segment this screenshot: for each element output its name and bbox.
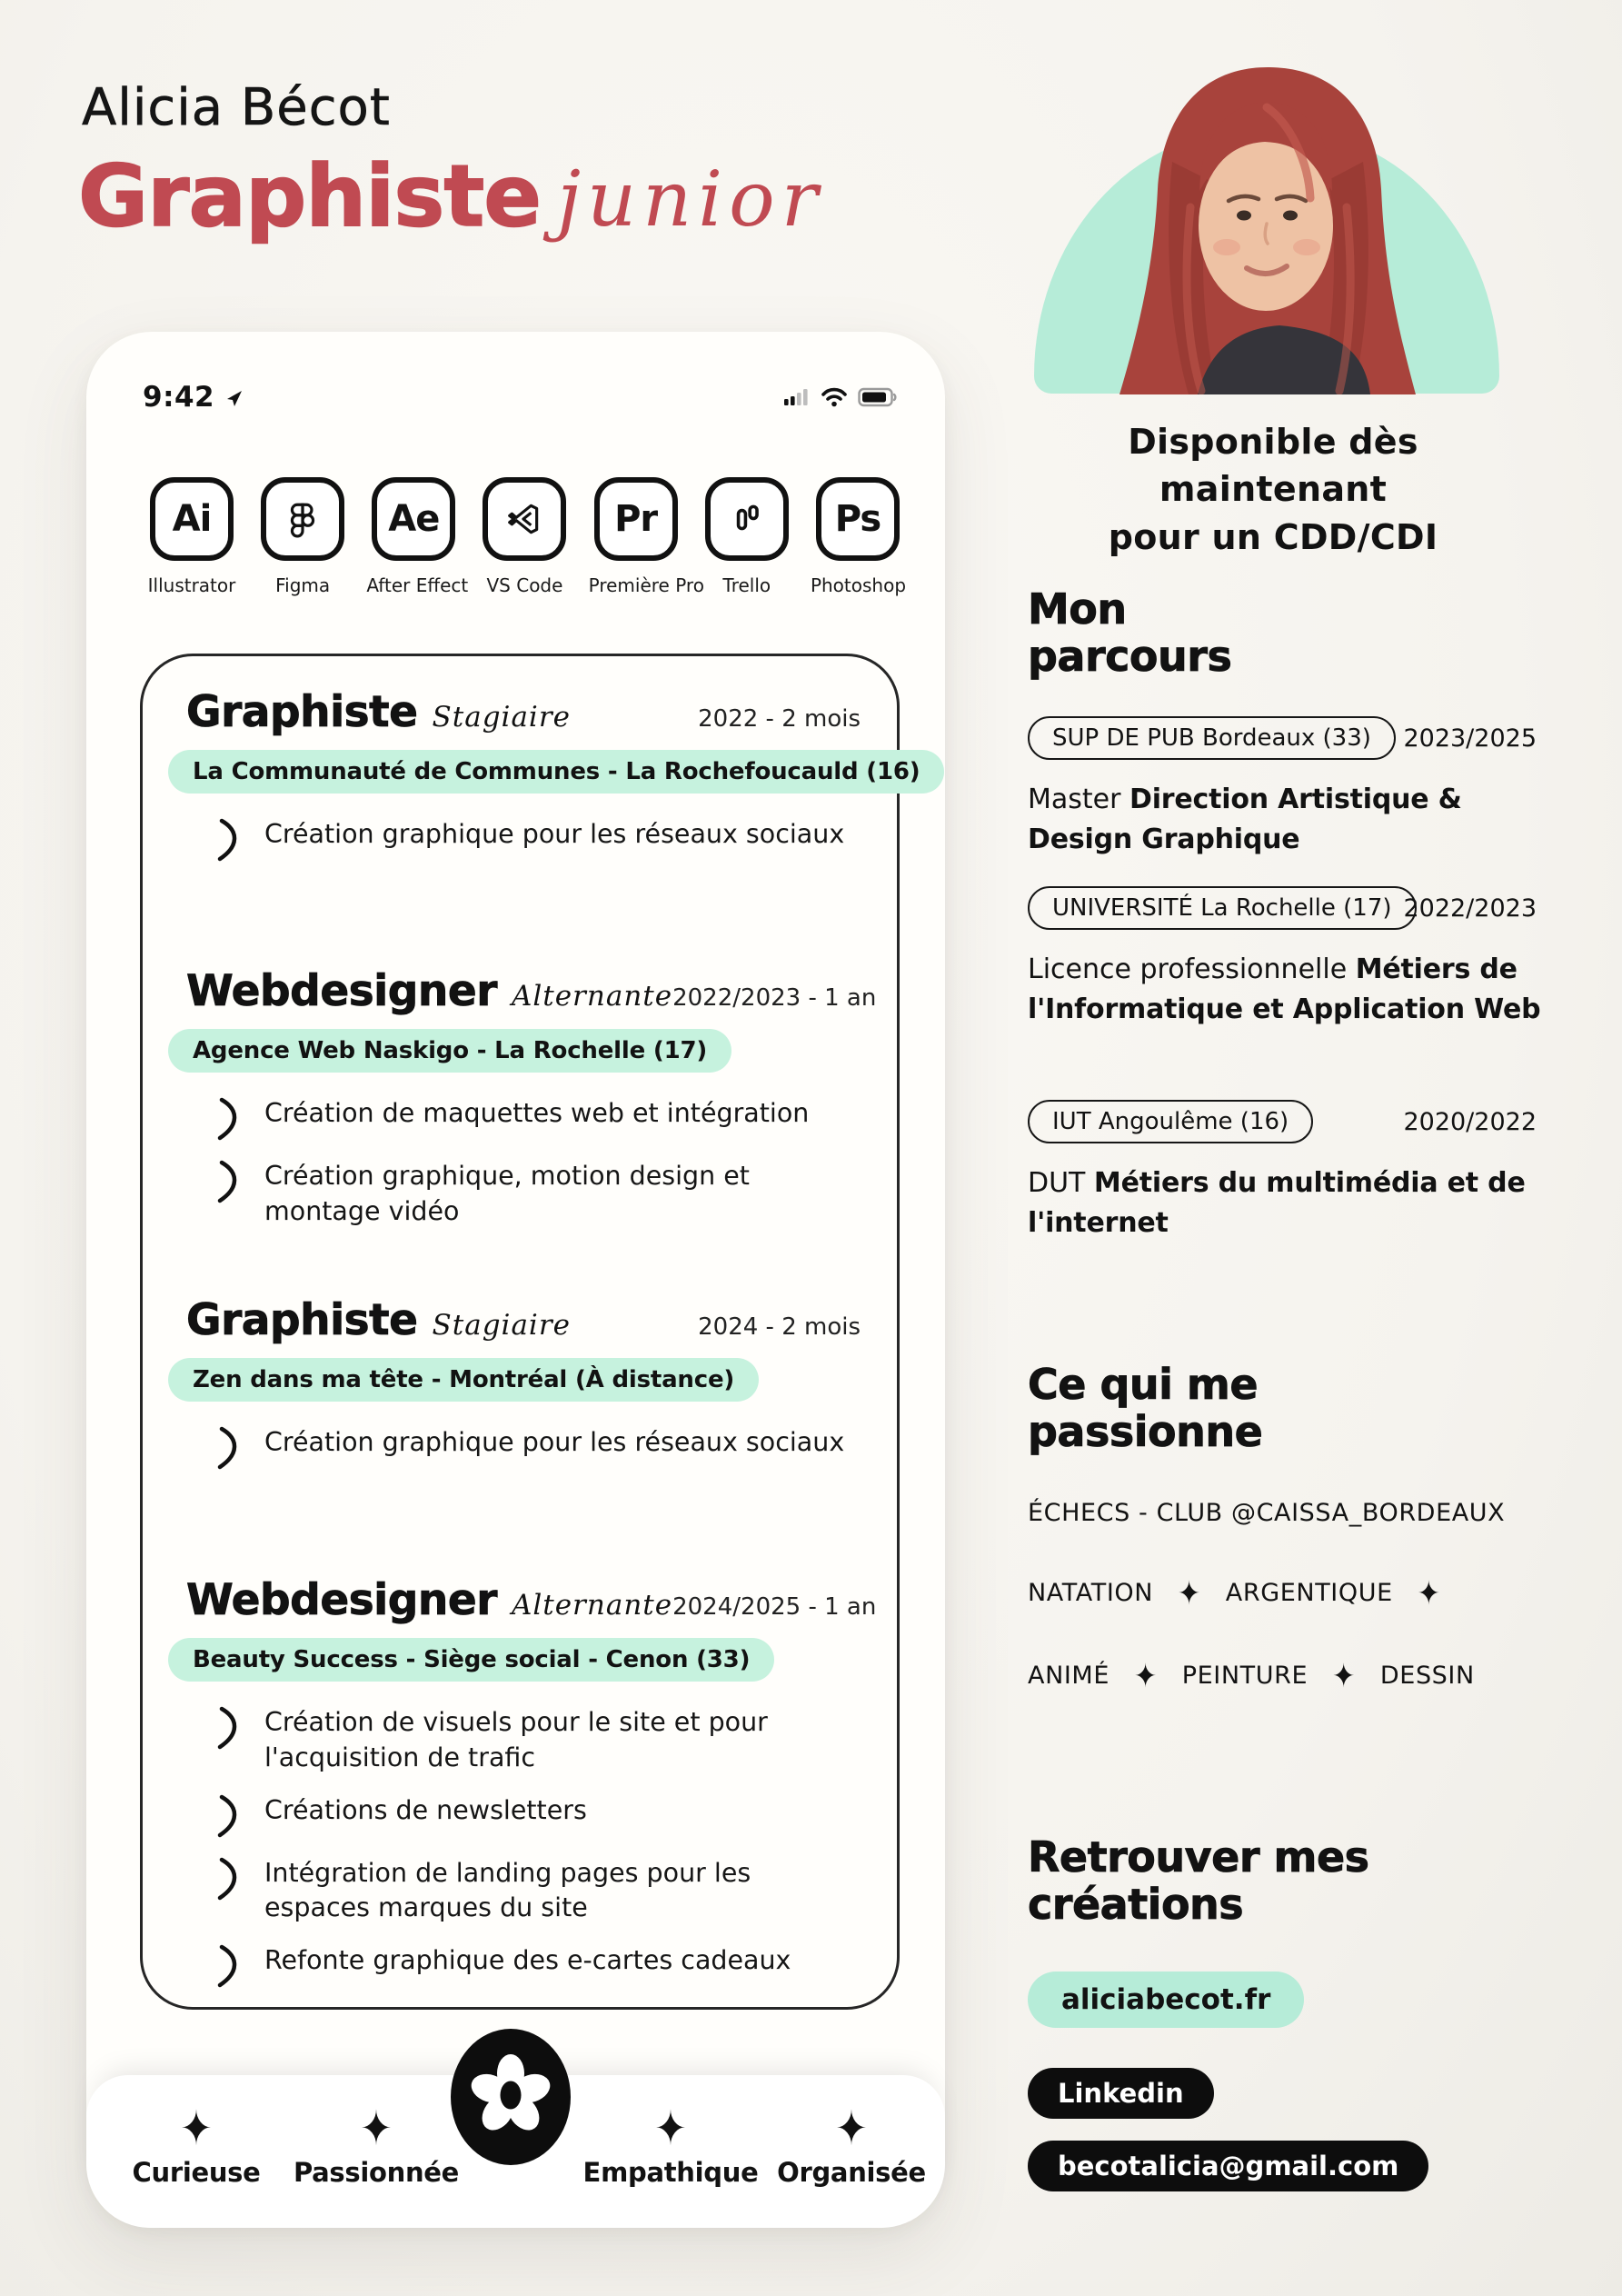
app-photoshop[interactable] xyxy=(811,477,905,596)
sparkle-icon: ✦ xyxy=(1417,1574,1441,1613)
app-label: Illustrator xyxy=(147,574,236,596)
task-item: Création graphique, motion design et montage vidéo xyxy=(215,1159,846,1230)
app-label: Photoshop xyxy=(810,574,907,596)
task-item: Refonte graphique des e-cartes cadeaux xyxy=(215,1943,846,1989)
person-name: Alicia Bécot xyxy=(82,78,391,137)
app-trello[interactable] xyxy=(700,477,794,596)
passions-heading: Ce qui me passionne xyxy=(1028,1360,1263,1456)
trait-curieuse: ✦ Curieuse xyxy=(132,2100,261,2188)
arrow-bullet-icon xyxy=(215,1096,244,1142)
arrow-bullet-icon xyxy=(215,1705,244,1751)
company-badge: Beauty Success - Siège social - Cenon (33) xyxy=(168,1638,774,1682)
experience-type: Stagiaire xyxy=(432,701,572,734)
status-icons xyxy=(783,387,898,407)
degree-text: Licence professionnelle Métiers de l'Informatique et Application Web xyxy=(1028,953,1541,1025)
app-label: Première Pro xyxy=(588,574,704,596)
section-parcours xyxy=(1028,586,1537,680)
experience-title: Graphiste xyxy=(186,1295,418,1345)
experience-card xyxy=(140,654,920,2010)
experience-3 xyxy=(143,1295,897,1488)
experience-2 xyxy=(143,966,897,1247)
school-pill: IUT Angoulême (16) xyxy=(1028,1100,1313,1143)
status-bar xyxy=(143,379,898,415)
flower-button[interactable] xyxy=(450,2028,572,2166)
apps-row xyxy=(144,477,905,596)
company-badge: La Communauté de Communes - La Rochefoucauld (16) xyxy=(168,750,944,794)
status-time: 9:42 xyxy=(143,381,215,414)
education-item-1 xyxy=(1028,716,1537,860)
company-badge: Zen dans ma tête - Montréal (À distance) xyxy=(168,1358,759,1402)
company-badge: Agence Web Naskigo - La Rochelle (17) xyxy=(168,1029,731,1073)
parcours-heading: Mon parcours xyxy=(1028,584,1232,681)
app-label: After Effect xyxy=(366,574,469,596)
experience-period: 2022/2023 - 1 an xyxy=(672,984,877,1012)
experience-title: Graphiste xyxy=(186,687,418,737)
email-link[interactable]: becotalicia@gmail.com xyxy=(1028,2141,1428,2191)
battery-icon xyxy=(858,387,898,407)
app-figma[interactable] xyxy=(255,477,350,596)
education-item-2 xyxy=(1028,886,1541,1030)
availability-text xyxy=(1016,418,1530,561)
school-years: 2023/2025 xyxy=(1403,724,1537,753)
experience-period: 2024 - 2 mois xyxy=(698,1313,861,1341)
task-item: Créations de newsletters xyxy=(215,1793,846,1839)
availability-line1: Disponible dès maintenant xyxy=(1128,422,1418,510)
trait-organisee: ✦ Organisée xyxy=(777,2100,926,2188)
task-item: Création graphique pour les réseaux sociaux xyxy=(215,1425,846,1471)
premiere-app-icon: Pr xyxy=(594,477,678,561)
section-passions xyxy=(1028,1360,1555,1696)
job-title: Graphiste xyxy=(78,147,542,246)
passion-row-2: NATATION ✦ ARGENTIQUE ✦ xyxy=(1028,1574,1441,1613)
arrow-bullet-icon xyxy=(215,1793,244,1839)
phone-mockup xyxy=(86,332,945,2228)
school-years: 2020/2022 xyxy=(1403,1108,1537,1136)
arrow-bullet-icon xyxy=(215,1425,244,1471)
experience-title: Webdesigner xyxy=(186,1575,497,1625)
vscode-app-icon xyxy=(483,477,566,561)
arrow-bullet-icon xyxy=(215,1856,244,1902)
location-arrow-icon xyxy=(225,389,244,407)
app-vscode[interactable] xyxy=(477,477,572,596)
experience-period: 2024/2025 - 1 an xyxy=(672,1593,877,1621)
figma-app-icon xyxy=(261,477,344,561)
task-item: Création de maquettes web et intégration xyxy=(215,1096,846,1142)
app-label: VS Code xyxy=(486,574,563,596)
wifi-icon xyxy=(821,387,848,407)
task-item: Intégration de landing pages pour les espaces marques du site xyxy=(215,1856,846,1927)
availability-line2: pour un CDD/CDI xyxy=(1108,516,1438,557)
linkedin-link[interactable]: Linkedin xyxy=(1028,2068,1214,2119)
degree-text: DUT Métiers du multimédia et de l'internet xyxy=(1028,1167,1526,1239)
flower-icon xyxy=(450,2028,572,2166)
signal-icon xyxy=(783,387,811,407)
website-link[interactable]: aliciabecot.fr xyxy=(1028,1972,1304,2028)
app-label: Trello xyxy=(722,574,771,596)
experience-type: Stagiaire xyxy=(432,1309,572,1342)
school-pill: SUP DE PUB Bordeaux (33) xyxy=(1028,716,1396,760)
sparkle-icon: ✦ xyxy=(654,2100,687,2156)
sparkle-icon: ✦ xyxy=(835,2100,868,2156)
experience-4 xyxy=(143,1575,897,2006)
degree-text: Master Direction Artistique & Design Graphique xyxy=(1028,784,1462,855)
photoshop-app-icon: Ps xyxy=(816,477,900,561)
arrow-bullet-icon xyxy=(215,817,244,863)
sparkle-icon: ✦ xyxy=(1134,1657,1158,1696)
passion-row-echecs: ÉCHECS - CLUB @CAISSA_BORDEAUX xyxy=(1028,1499,1506,1528)
experience-type: Alternante xyxy=(511,1589,673,1622)
profile-photo xyxy=(1081,53,1454,394)
illustrator-app-icon: Ai xyxy=(150,477,234,561)
experience-type: Alternante xyxy=(511,980,673,1013)
trello-app-icon xyxy=(705,477,789,561)
task-item: Création graphique pour les réseaux sociaux xyxy=(215,817,846,863)
arrow-bullet-icon xyxy=(215,1943,244,1989)
school-years: 2022/2023 xyxy=(1403,894,1537,923)
experience-period: 2022 - 2 mois xyxy=(698,705,861,733)
app-premiere[interactable] xyxy=(588,477,704,596)
experience-1 xyxy=(143,687,920,880)
arrow-bullet-icon xyxy=(215,1159,244,1204)
sparkle-icon: ✦ xyxy=(1178,1574,1201,1613)
section-creations xyxy=(1028,1834,1555,2191)
sparkle-icon: ✦ xyxy=(1332,1657,1356,1696)
app-after-effects[interactable] xyxy=(366,477,469,596)
sparkle-icon: ✦ xyxy=(180,2100,213,2156)
job-title-row xyxy=(78,147,824,246)
trait-passionnee: ✦ Passionnée xyxy=(293,2100,460,2188)
job-title-qualifier: junior xyxy=(557,155,824,244)
school-pill: UNIVERSITÉ La Rochelle (17) xyxy=(1028,886,1417,930)
app-label: Figma xyxy=(275,574,331,596)
trait-empathique: ✦ Empathique xyxy=(582,2100,759,2188)
app-illustrator[interactable] xyxy=(144,477,239,596)
education-item-3 xyxy=(1028,1100,1537,1243)
task-item: Création de visuels pour le site et pour l'acquisition de trafic xyxy=(215,1705,846,1776)
creations-heading: Retrouver mes créations xyxy=(1028,1832,1369,1929)
sparkle-icon: ✦ xyxy=(360,2100,393,2156)
experience-title: Webdesigner xyxy=(186,966,497,1016)
after-effects-app-icon: Ae xyxy=(372,477,455,561)
passion-row-3: ANIMÉ ✦ PEINTURE ✦ DESSIN xyxy=(1028,1657,1475,1696)
